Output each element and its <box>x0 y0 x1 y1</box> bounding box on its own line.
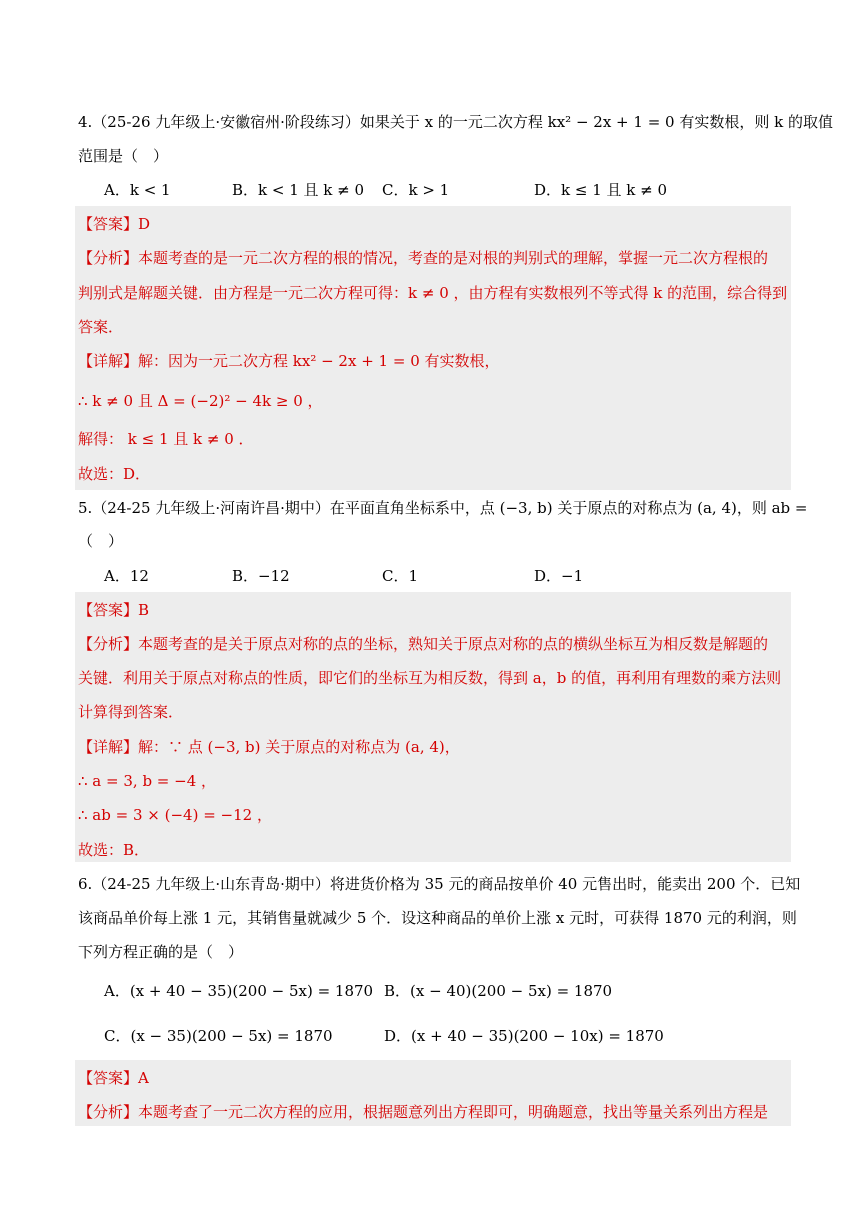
q6-answer: 【答案】A <box>78 1069 149 1087</box>
q4-stem-line2: 范围是（ ） <box>78 147 169 165</box>
q5-answer: 【答案】B <box>78 601 150 619</box>
q4-detail-line1: 【详解】解：因为一元二次方程 kx² − 2x + 1 = 0 有实数根， <box>78 352 500 370</box>
q6-option-c: C．(x − 35)(200 − 5x) = 1870 <box>104 1027 333 1045</box>
q6-option-a: A．(x + 40 − 35)(200 − 5x) = 1870 <box>104 982 374 1000</box>
q4-detail-line4: 故选：D． <box>78 465 151 483</box>
q6-stem-line2: 该商品单价每上涨 1 元，其销售量就减少 5 个．设这种商品的单价上涨 x 元时，可获得 1870 元的利润，则 <box>78 909 797 927</box>
q5-stem-line1: 5.（24-25 九年级上·河南许昌·期中）在平面直角坐标系中，点 (−3, b) 关于原点的对称点为 (a, 4)，则 ab = <box>78 499 808 517</box>
q5-option-b: B．−12 <box>232 567 290 585</box>
q4-option-b: B．k < 1 且 k ≠ 0 <box>232 181 365 199</box>
q5-detail-line1: 【详解】解：∵ 点 (−3, b) 关于原点的对称点为 (a, 4)， <box>78 738 460 756</box>
q5-detail-line4: 故选：B． <box>78 841 150 859</box>
q5-analysis-line1: 【分析】本题考查的是关于原点对称的点的坐标，熟知关于原点对称的点的横纵坐标互为相反数是解题的 <box>78 635 769 653</box>
q5-detail-line3: ∴ ab = 3 × (−4) = −12 ， <box>78 806 272 824</box>
q4-analysis-line3: 答案． <box>78 318 124 336</box>
q4-stem-line1: 4.（25-26 九年级上·安徽宿州·阶段练习）如果关于 x 的一元二次方程 kx² − 2x + 1 = 0 有实数根，则 k 的取值 <box>78 113 833 131</box>
q5-option-a: A．12 <box>104 567 149 585</box>
q4-analysis-line2: 判别式是解题关键．由方程是一元二次方程可得：k ≠ 0 ，由方程有实数根列不等式得 k 的范围，综合得到 <box>78 284 788 302</box>
q4-option-d: D．k ≤ 1 且 k ≠ 0 <box>534 181 668 199</box>
q6-option-d: D．(x + 40 − 35)(200 − 10x) = 1870 <box>384 1027 664 1045</box>
q4-detail-line2: ∴ k ≠ 0 且 Δ = (−2)² − 4k ≥ 0 ， <box>78 392 323 410</box>
q5-analysis-line2: 关键．利用关于原点对称点的性质，即它们的坐标互为相反数，得到 a，b 的值，再利用有理数的乘方法则 <box>78 669 782 687</box>
q5-stem-line2: （ ） <box>78 532 124 550</box>
q5-option-d: D．−1 <box>534 567 584 585</box>
q5-detail-line2: ∴ a = 3, b = −4 ， <box>78 772 217 790</box>
q6-stem-line1: 6.（24-25 九年级上·山东青岛·期中）将进货价格为 35 元的商品按单价 40 元售出时，能卖出 200 个．已知 <box>78 875 801 893</box>
q4-answer: 【答案】D <box>78 215 151 233</box>
q4-detail-line3: 解得： k ≤ 1 且 k ≠ 0 ． <box>78 430 254 448</box>
q6-stem-line3: 下列方程正确的是（ ） <box>78 943 244 961</box>
q6-option-b: B．(x − 40)(200 − 5x) = 1870 <box>384 982 613 1000</box>
q5-option-c: C．1 <box>382 567 419 585</box>
q4-analysis-line1: 【分析】本题考查的是一元二次方程的根的情况，考查的是对根的判别式的理解，掌握一元二次方程根的 <box>78 249 769 267</box>
q4-option-c: C．k > 1 <box>382 181 450 199</box>
q6-analysis-line1: 【分析】本题考查了一元二次方程的应用，根据题意列出方程即可，明确题意，找出等量关系列出方程是 <box>78 1103 769 1121</box>
q4-option-a: A．k < 1 <box>104 181 171 199</box>
q5-analysis-line3: 计算得到答案． <box>78 703 184 721</box>
